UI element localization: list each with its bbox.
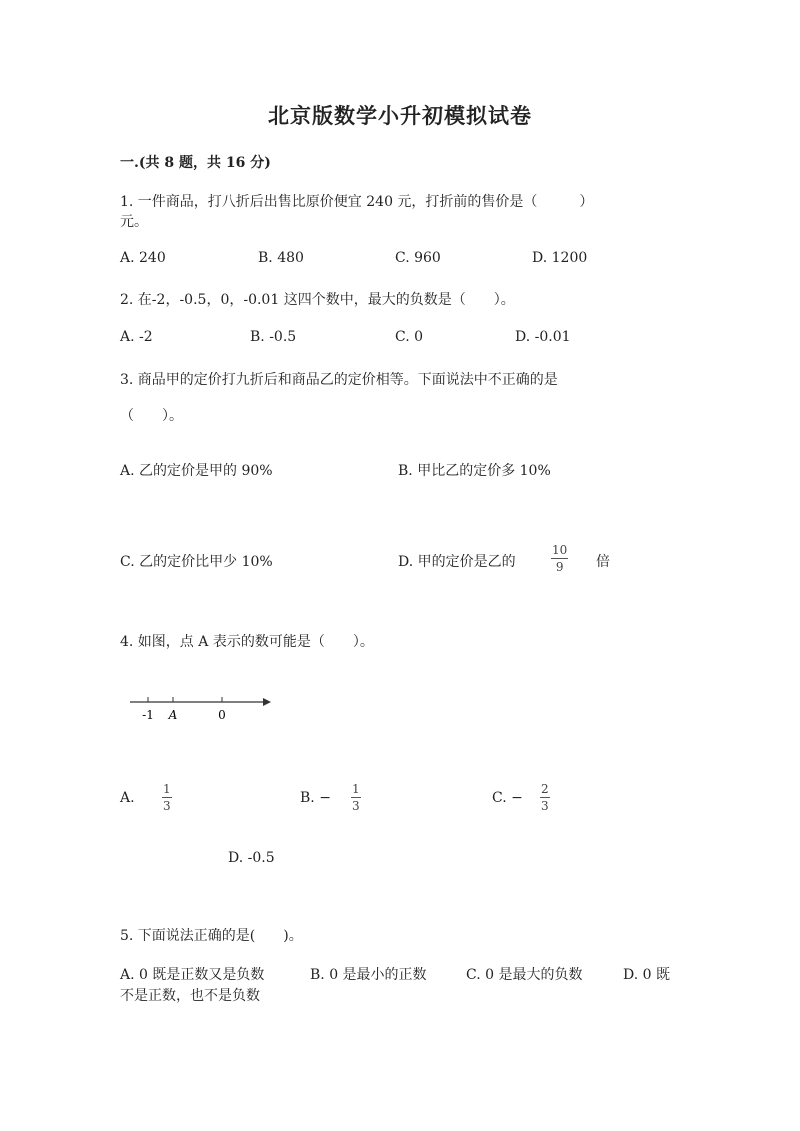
q2-option-c: C. 0 [395,329,424,345]
q5-option-d-cont: 不是正数，也不是负数 [120,988,260,1004]
q4-option-b-fraction [351,782,361,813]
q5-option-c: C. 0 是最大的负数 [466,967,583,983]
question-4-text: 4. 如图，点 A 表示的数可能是（ ）。 [120,634,374,650]
q3-option-a: A. 乙的定价是甲的 90% [120,463,273,479]
fraction-numerator: 1 [163,782,171,796]
q4-option-d: D. -0.5 [228,850,275,866]
q4-option-b: B. − [300,790,331,806]
question-5-text: 5. 下面说法正确的是( )。 [120,928,303,944]
q2-option-a: A. -2 [120,329,153,345]
fraction-bar [162,797,172,798]
label-a: A [168,708,178,722]
q1-option-d: D. 1200 [532,250,588,266]
fraction-numerator: 10 [552,543,568,557]
q5-option-b: B. 0 是最小的正数 [310,967,427,983]
question-3-text: 3. 商品甲的定价打九折后和商品乙的定价相等。下面说法中不正确的是 [120,372,558,388]
q3-option-d-fraction [551,543,568,574]
question-1-text: 1. 一件商品，打八折后出售比原价便宜 240 元，打折前的售价是（ ） [120,194,594,210]
fraction-numerator: 1 [352,782,360,796]
question-1-text-cont: 元。 [120,214,148,230]
q3-option-c: C. 乙的定价比甲少 10% [120,554,273,570]
q4-option-c: C. − [492,790,523,806]
q3-option-d: D. 甲的定价是乙的 [398,554,516,570]
fraction-bar [540,797,550,798]
q4-option-c-fraction [540,782,550,813]
number-line-figure [125,690,275,725]
question-2-text: 2. 在-2，-0.5，0，-0.01 这四个数中，最大的负数是（ ）。 [120,292,515,308]
fraction-bar [351,797,361,798]
fraction-numerator: 2 [541,782,549,796]
fraction-denominator: 3 [541,799,549,813]
section-heading: 一.(共 8 题，共 16 分) [120,155,271,171]
fraction-bar [551,558,568,559]
q4-option-a: A. [120,790,135,806]
page-title: 北京版数学小升初模拟试卷 [268,103,532,128]
question-3-text-cont: （ ）。 [120,408,183,424]
q3-option-d-suffix: 倍 [596,554,610,570]
label-zero: 0 [218,708,226,722]
q1-option-b: B. 480 [258,250,304,266]
q2-option-d: D. -0.01 [515,329,571,345]
q4-option-a-fraction [162,782,172,813]
label-minus-one: -1 [142,708,154,722]
q5-option-d: D. 0 既 [623,967,670,983]
q1-option-a: A. 240 [120,250,166,266]
q3-option-b: B. 甲比乙的定价多 10% [398,463,551,479]
q2-option-b: B. -0.5 [250,329,297,345]
fraction-denominator: 3 [352,799,360,813]
arrow-right-icon [263,698,271,706]
q5-option-a: A. 0 既是正数又是负数 [120,967,265,983]
q1-option-c: C. 960 [395,250,441,266]
fraction-denominator: 9 [555,560,564,574]
fraction-denominator: 3 [163,799,171,813]
